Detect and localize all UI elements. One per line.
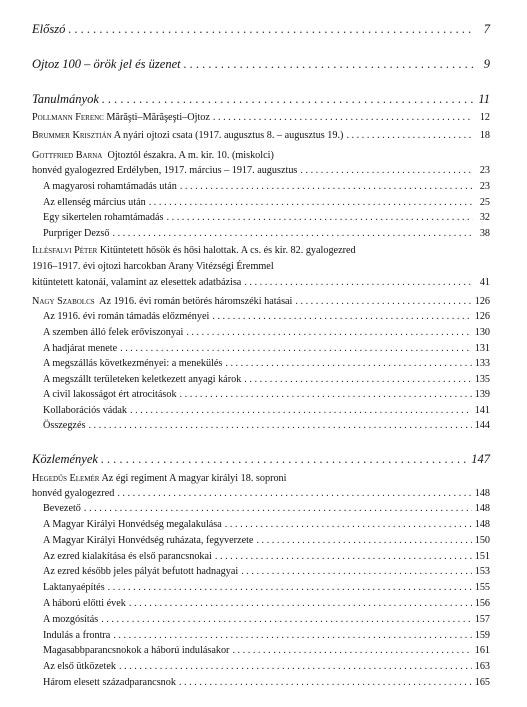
leader-dots	[149, 197, 473, 209]
toc-subentry[interactable]	[43, 582, 490, 594]
toc-subentry[interactable]	[43, 645, 490, 657]
toc-subentry[interactable]	[43, 311, 490, 323]
toc-subentry[interactable]	[43, 519, 490, 531]
author: Brummer Krisztián	[32, 130, 112, 141]
toc-title: A mozgósítás	[43, 614, 99, 625]
toc-entry-gottfried-line1[interactable]	[32, 150, 274, 162]
toc-page: 147	[471, 452, 490, 466]
toc-title: A szemben álló felek erőviszonyai	[43, 327, 184, 338]
toc-title: Az első ütközetek	[43, 661, 116, 672]
toc-title: Az 1916. évi román támadás előzményei	[43, 311, 210, 322]
toc-subentry[interactable]	[43, 661, 490, 673]
toc-title: honvéd gyalogezred Erdélyben, 1917. március – 1917. augusztus	[32, 165, 298, 176]
toc-page: 9	[483, 57, 490, 71]
toc-title: Az 1916. évi román betörés háromszéki hatásai	[99, 296, 293, 307]
toc-title: kitüntetett katonái, valamint az elesettek adatbázisa	[32, 277, 242, 288]
leader-dots	[88, 420, 471, 432]
toc-page: 151	[474, 551, 490, 562]
toc-page: 155	[474, 582, 490, 593]
toc-entry-nagy[interactable]	[32, 296, 490, 308]
leader-dots	[184, 57, 473, 71]
toc-title: A Magyar Királyi Honvédség megalakulása	[43, 519, 222, 530]
toc-subentry[interactable]	[43, 566, 490, 578]
toc-title: Bevezető	[43, 503, 81, 514]
toc-title: A magyarosi rohamtámadás után	[43, 181, 177, 192]
toc-page: 165	[474, 677, 490, 688]
toc-title: Magasabbparancsnokok a háború indulásakor	[43, 645, 230, 656]
leader-dots	[225, 358, 471, 370]
leader-dots	[120, 343, 472, 355]
toc-page: 148	[474, 488, 490, 499]
leader-dots	[108, 582, 472, 594]
toc-title: Előszó	[32, 22, 66, 36]
toc-page: 18	[479, 130, 490, 141]
toc-title: A hadjárat menete	[43, 343, 118, 354]
toc-page: 148	[474, 519, 490, 530]
toc-page: 159	[474, 630, 490, 641]
author: Nagy Szabolcs	[32, 296, 95, 307]
toc-entry-gottfried[interactable]	[32, 165, 490, 177]
toc-subentry[interactable]	[43, 598, 490, 610]
toc-subentry[interactable]	[43, 405, 490, 417]
leader-dots	[215, 551, 472, 563]
toc-title: Összegzés	[43, 420, 86, 431]
toc-entry-illesfalvi-line2[interactable]	[32, 261, 274, 273]
section-title: Közlemények	[32, 452, 98, 466]
toc-title: A nyári ojtozi csata (1917. augusztus 8. – augusztus 19.)	[113, 130, 344, 141]
toc-subentry[interactable]	[43, 197, 490, 209]
toc-title: honvéd gyalogezred	[32, 488, 115, 499]
leader-dots	[213, 112, 473, 124]
leader-dots	[117, 488, 471, 500]
toc-title: Az ellenség március után	[43, 197, 146, 208]
toc-subentry[interactable]	[43, 551, 490, 563]
leader-dots	[300, 165, 473, 177]
toc-entry-illesfalvi[interactable]	[32, 277, 490, 289]
toc-page: 150	[474, 535, 490, 546]
toc-title: Az ezred kialakítása és első parancsnokai	[43, 551, 212, 562]
toc-page: 163	[474, 661, 490, 672]
leader-dots	[244, 374, 471, 386]
leader-dots	[346, 130, 473, 142]
toc-subentry[interactable]	[43, 503, 490, 515]
toc-section-kozlemenyek[interactable]	[32, 452, 490, 466]
toc-page: 153	[474, 566, 490, 577]
toc-subentry[interactable]	[43, 358, 490, 370]
toc-subentry[interactable]	[43, 228, 490, 240]
author: Pollmann Ferenc	[32, 112, 104, 123]
toc-subentry[interactable]	[43, 420, 490, 432]
leader-dots	[225, 519, 472, 531]
toc-subentry[interactable]	[43, 327, 490, 339]
toc-page: 144	[474, 420, 490, 431]
toc-title: Egy sikertelen rohamtámadás	[43, 212, 164, 223]
toc-title: Kitüntetett hősök és hősi halottak. A cs. és kir. 82. gyalogezred	[99, 245, 356, 256]
leader-dots	[241, 566, 472, 578]
toc-title: A Magyar Királyi Honvédség ruházata, fegyverzete	[43, 535, 254, 546]
toc-entry-hegedus-line1[interactable]	[32, 473, 286, 485]
author: Hegedűs Elemér	[32, 473, 100, 484]
leader-dots	[179, 677, 472, 689]
leader-dots	[295, 296, 471, 308]
toc-page: 156	[474, 598, 490, 609]
toc-title: Laktanyaépítés	[43, 582, 105, 593]
toc-page: 23	[479, 181, 490, 192]
author: Illésfalvi Péter	[32, 245, 98, 256]
toc-entry-hegedus[interactable]	[32, 488, 490, 500]
toc-subentry[interactable]	[43, 212, 490, 224]
leader-dots	[101, 452, 468, 466]
leader-dots	[102, 92, 473, 106]
toc-page: 23	[479, 165, 490, 176]
leader-dots	[256, 535, 471, 547]
toc-page: 41	[479, 277, 490, 288]
leader-dots	[129, 598, 472, 610]
toc-section-tanulmanyok[interactable]	[32, 92, 490, 106]
toc-subentry[interactable]	[43, 535, 490, 547]
toc-page: 133	[474, 358, 490, 369]
leader-dots	[180, 181, 473, 193]
toc-title: Mărăşti–Mărăşeşti–Ojtoz	[106, 112, 210, 123]
section-title: Tanulmányok	[32, 92, 99, 106]
toc-page: 130	[474, 327, 490, 338]
toc-subentry[interactable]	[43, 677, 490, 689]
toc-page: 141	[474, 405, 490, 416]
toc-title: Három elesett századparancsnok	[43, 677, 176, 688]
toc-subentry[interactable]	[43, 374, 490, 386]
toc-page: 32	[479, 212, 490, 223]
toc-page: 11	[478, 92, 490, 106]
toc-page: 25	[479, 197, 490, 208]
toc-title: Az ezred később jeles pályát befutott hadnagyai	[43, 566, 239, 577]
toc-page: 7	[483, 22, 490, 36]
toc-title: A megszállt területeken keletkezett anyagi károk	[43, 374, 242, 385]
toc-page: 157	[474, 614, 490, 625]
leader-dots	[130, 405, 472, 417]
leader-dots	[101, 614, 472, 626]
toc-title: Ojtoz 100 – örök jel és üzenet	[32, 57, 181, 71]
toc-page: 161	[474, 645, 490, 656]
toc-page: 126	[474, 311, 490, 322]
toc-page: 135	[474, 374, 490, 385]
toc-title: A megszállás következményei: a menekülés	[43, 358, 223, 369]
toc-subentry[interactable]	[43, 343, 490, 355]
toc-title: A civil lakosságot ért atrocitások	[43, 389, 177, 400]
toc-title: A háború előtti évek	[43, 598, 126, 609]
toc-page: 126	[474, 296, 490, 307]
leader-dots	[84, 503, 472, 515]
toc-title: 1916–1917. évi ojtozi harcokban Arany Vitézségi Éremmel	[32, 261, 274, 272]
toc-title: Az égi regiment A magyar királyi 18. soproni	[101, 473, 287, 484]
leader-dots	[232, 645, 471, 657]
toc-subentry[interactable]	[43, 181, 490, 193]
leader-dots	[212, 311, 471, 323]
toc-title: Kollaborációs vádak	[43, 405, 128, 416]
leader-dots	[186, 327, 471, 339]
leader-dots	[244, 277, 473, 289]
toc-entry-ojtoz-100[interactable]	[32, 57, 490, 71]
toc-subentry[interactable]	[43, 630, 490, 642]
toc-page: 38	[479, 228, 490, 239]
leader-dots	[113, 630, 471, 642]
toc-title: Purpriger Dezső	[43, 228, 110, 239]
toc-entry-brummer[interactable]	[32, 130, 490, 142]
leader-dots	[68, 22, 473, 36]
toc-page: 12	[479, 112, 490, 123]
toc-page: 148	[474, 503, 490, 514]
toc-subentry[interactable]	[43, 614, 490, 626]
author: Gottfried Barna	[32, 150, 103, 161]
toc-title: Indulás a frontra	[43, 630, 111, 641]
toc-entry-pollmann[interactable]	[32, 112, 490, 124]
toc-page: 139	[474, 389, 490, 400]
toc-page: 131	[474, 343, 490, 354]
leader-dots	[167, 212, 473, 224]
toc-entry-eloszo[interactable]	[32, 22, 490, 36]
toc-subentry[interactable]	[43, 389, 490, 401]
leader-dots	[180, 389, 472, 401]
leader-dots	[112, 228, 473, 240]
toc-title: Ojtoztól északra. A m. kir. 10. (miskolci)	[107, 150, 274, 161]
toc-entry-illesfalvi-line1[interactable]	[32, 245, 356, 257]
leader-dots	[119, 661, 472, 673]
